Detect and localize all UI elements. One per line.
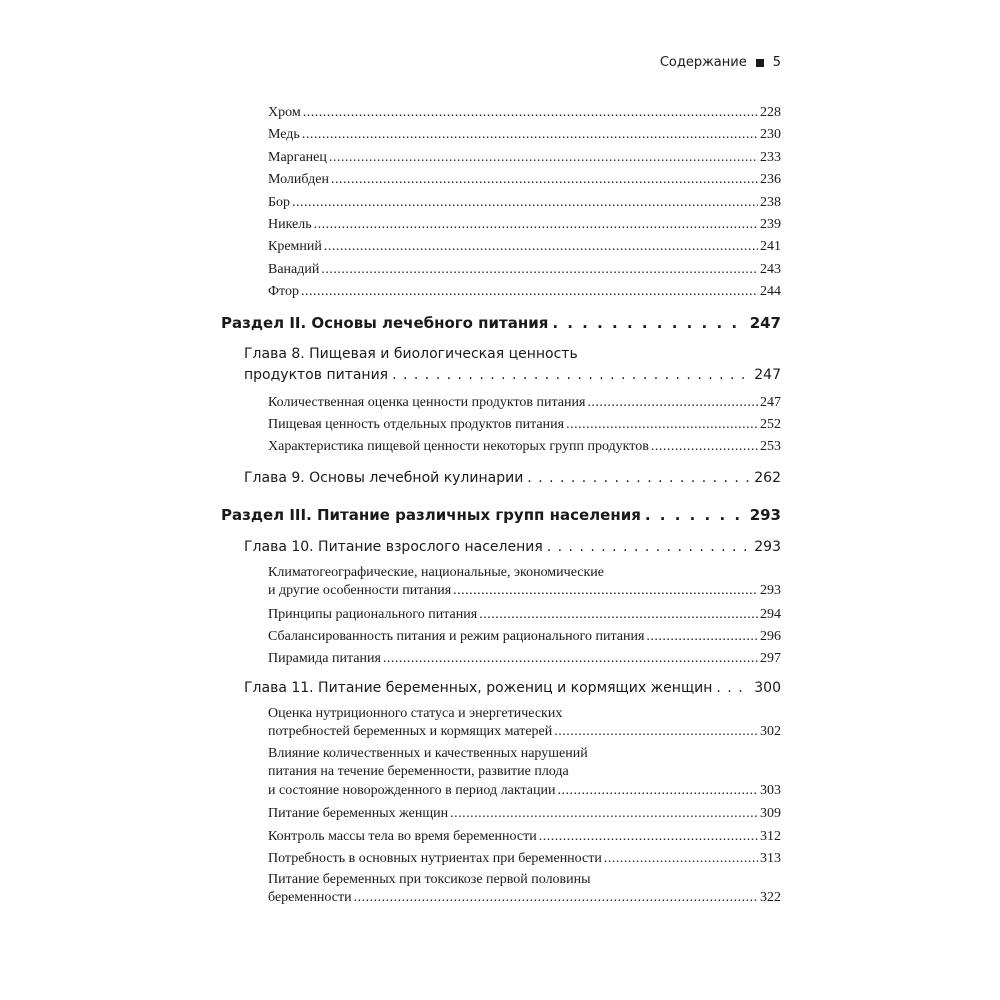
toc-entry-page: 302 <box>760 724 781 740</box>
leader-dots <box>651 436 758 458</box>
toc-entry[interactable] <box>221 436 781 458</box>
section-page: 293 <box>749 505 781 524</box>
toc-entry-page: 247 <box>760 394 781 410</box>
toc-entry[interactable] <box>221 124 781 146</box>
leader-dots <box>354 889 758 908</box>
toc-entry-title: Характеристика пищевой ценности некоторых групп продуктов <box>268 439 649 455</box>
toc-entry-title: Хром <box>268 105 301 120</box>
toc-entry[interactable] <box>221 259 781 281</box>
toc-entry[interactable] <box>221 147 781 169</box>
toc-entry-page: 243 <box>760 261 781 277</box>
chapter-page: 262 <box>754 469 781 486</box>
toc-entry-title: Медь <box>268 127 300 143</box>
toc-entry-page: 313 <box>760 851 781 867</box>
toc-entry[interactable] <box>221 102 781 124</box>
leader-dots <box>547 534 751 560</box>
toc-entry-line1: Влияние количественных и качественных нарушений <box>268 745 588 761</box>
table-of-contents <box>221 102 781 908</box>
toc-entry-title: Количественная оценка ценности продуктов питания <box>268 394 586 410</box>
toc-chapter-8[interactable] <box>221 344 781 386</box>
section-title: Раздел III. Питание различных групп населения <box>221 505 641 524</box>
leader-dots <box>331 169 758 191</box>
leader-dots <box>646 626 758 648</box>
leader-dots <box>321 259 758 281</box>
toc-entry-page: 228 <box>760 105 781 120</box>
toc-entry-line1: Питание беременных при токсикозе первой половины <box>268 871 591 887</box>
toc-entry[interactable] <box>221 626 781 648</box>
toc-entry[interactable] <box>221 803 781 825</box>
toc-entry[interactable] <box>221 392 781 414</box>
page-number: 5 <box>772 55 781 70</box>
chapter-title-line1: Глава 8. Пищевая и биологическая ценность <box>244 345 578 362</box>
toc-entry-title: Молибден <box>268 172 329 188</box>
toc-entry-line2: потребностей беременных и кормящих матерей <box>268 724 553 740</box>
leader-dots <box>324 236 758 258</box>
leader-dots <box>527 465 750 491</box>
toc-entry-page: 312 <box>760 828 781 844</box>
toc-entry[interactable] <box>221 871 781 908</box>
toc-entry[interactable] <box>221 564 781 601</box>
toc-entry-title: Потребность в основных нутриентах при беременности <box>268 851 602 867</box>
toc-entry[interactable] <box>221 192 781 214</box>
leader-dots <box>383 648 758 670</box>
toc-entry-page: 294 <box>760 606 781 622</box>
leader-dots <box>566 414 758 436</box>
toc-entry[interactable] <box>221 414 781 436</box>
leader-dots <box>587 392 758 414</box>
leader-dots <box>302 124 758 146</box>
leader-dots <box>450 803 758 825</box>
toc-entry[interactable] <box>221 848 781 870</box>
toc-entry[interactable] <box>221 705 781 742</box>
leader-dots <box>557 782 758 801</box>
toc-entry-page: 322 <box>760 890 781 906</box>
chapter-page: 293 <box>754 538 781 555</box>
toc-entry[interactable] <box>221 281 781 303</box>
toc-entry-title: Принципы рационального питания <box>268 606 478 622</box>
toc-entry-page: 241 <box>760 239 781 255</box>
toc-entry-page: 236 <box>760 172 781 188</box>
leader-dots <box>303 102 758 124</box>
toc-entry-title: Бор <box>268 194 291 210</box>
toc-section-3[interactable] <box>221 500 781 530</box>
toc-entry-page: 309 <box>760 806 781 822</box>
toc-entry-line2: питания на течение беременности, развитие плода <box>268 764 569 780</box>
leader-dots <box>479 604 758 626</box>
toc-entry-title: Сбалансированность питания и режим рационального питания <box>268 629 645 645</box>
leader-dots <box>552 308 745 338</box>
chapter-title: Глава 10. Питание взрослого населения <box>244 538 543 555</box>
chapter-title: Глава 9. Основы лечебной кулинарии <box>244 469 524 486</box>
toc-entry-page: 293 <box>760 583 781 599</box>
toc-entry-line2: беременности <box>268 890 352 906</box>
toc-entry-page: 230 <box>760 127 781 143</box>
toc-entry-line3: и состояние новорожденного в период лактации <box>268 782 556 798</box>
toc-entry[interactable] <box>221 745 781 801</box>
toc-entry[interactable] <box>221 648 781 670</box>
toc-entry[interactable] <box>221 826 781 848</box>
toc-entry-title: Питание беременных женщин <box>268 806 449 822</box>
section-title: Раздел II. Основы лечебного питания <box>221 313 549 332</box>
toc-entry-page: 244 <box>760 284 781 300</box>
running-title: Содержание <box>659 55 747 70</box>
leader-dots <box>716 675 750 701</box>
toc-entry[interactable] <box>221 236 781 258</box>
toc-entry-page: 297 <box>760 651 781 667</box>
leader-dots <box>301 281 758 303</box>
chapter-title-line2: продуктов питания <box>244 366 389 383</box>
toc-entry-page: 238 <box>760 194 781 210</box>
toc-entry-line1: Оценка нутриционного статуса и энергетических <box>268 705 563 721</box>
toc-entry-title: Контроль массы тела во время беременности <box>268 828 537 844</box>
toc-chapter-9[interactable] <box>221 465 781 491</box>
toc-entry-title: Ванадий <box>268 261 320 277</box>
toc-entry-title: Пищевая ценность отдельных продуктов питания <box>268 416 565 432</box>
leader-dots <box>392 365 750 386</box>
toc-entry-page: 239 <box>760 216 781 232</box>
toc-entry-page: 303 <box>760 782 781 798</box>
leader-dots <box>292 192 758 214</box>
header-square-icon <box>756 59 764 67</box>
toc-entry[interactable] <box>221 214 781 236</box>
toc-entry-page: 253 <box>760 439 781 455</box>
toc-entry-title: Кремний <box>268 239 322 255</box>
toc-chapter-11[interactable] <box>221 675 781 701</box>
toc-chapter-10[interactable] <box>221 534 781 560</box>
toc-entry-page: 233 <box>760 149 781 165</box>
leader-dots <box>453 582 758 601</box>
leader-dots <box>539 826 758 848</box>
leader-dots <box>645 500 746 530</box>
toc-entry-title: Марганец <box>268 149 327 165</box>
toc-entry-line2: и другие особенности питания <box>268 583 452 599</box>
toc-section-2[interactable] <box>221 308 781 338</box>
chapter-page: 300 <box>754 679 781 696</box>
toc-entry-title: Никель <box>268 216 312 232</box>
leader-dots <box>329 147 758 169</box>
toc-entry[interactable] <box>221 169 781 191</box>
leader-dots <box>314 214 758 236</box>
chapter-title: Глава 11. Питание беременных, рожениц и кормящих женщин <box>244 679 713 696</box>
page-header <box>660 55 781 70</box>
chapter-page: 247 <box>754 366 781 383</box>
section-page: 247 <box>749 313 781 332</box>
toc-entry-title: Фтор <box>268 284 299 300</box>
toc-entry-title: Пирамида питания <box>268 651 381 667</box>
toc-entry[interactable] <box>221 604 781 626</box>
toc-entry-page: 296 <box>760 629 781 645</box>
leader-dots <box>554 723 758 742</box>
toc-entry-line1: Климатогеографические, национальные, экономические <box>268 564 604 580</box>
leader-dots <box>604 848 758 870</box>
toc-entry-page: 252 <box>760 416 781 432</box>
